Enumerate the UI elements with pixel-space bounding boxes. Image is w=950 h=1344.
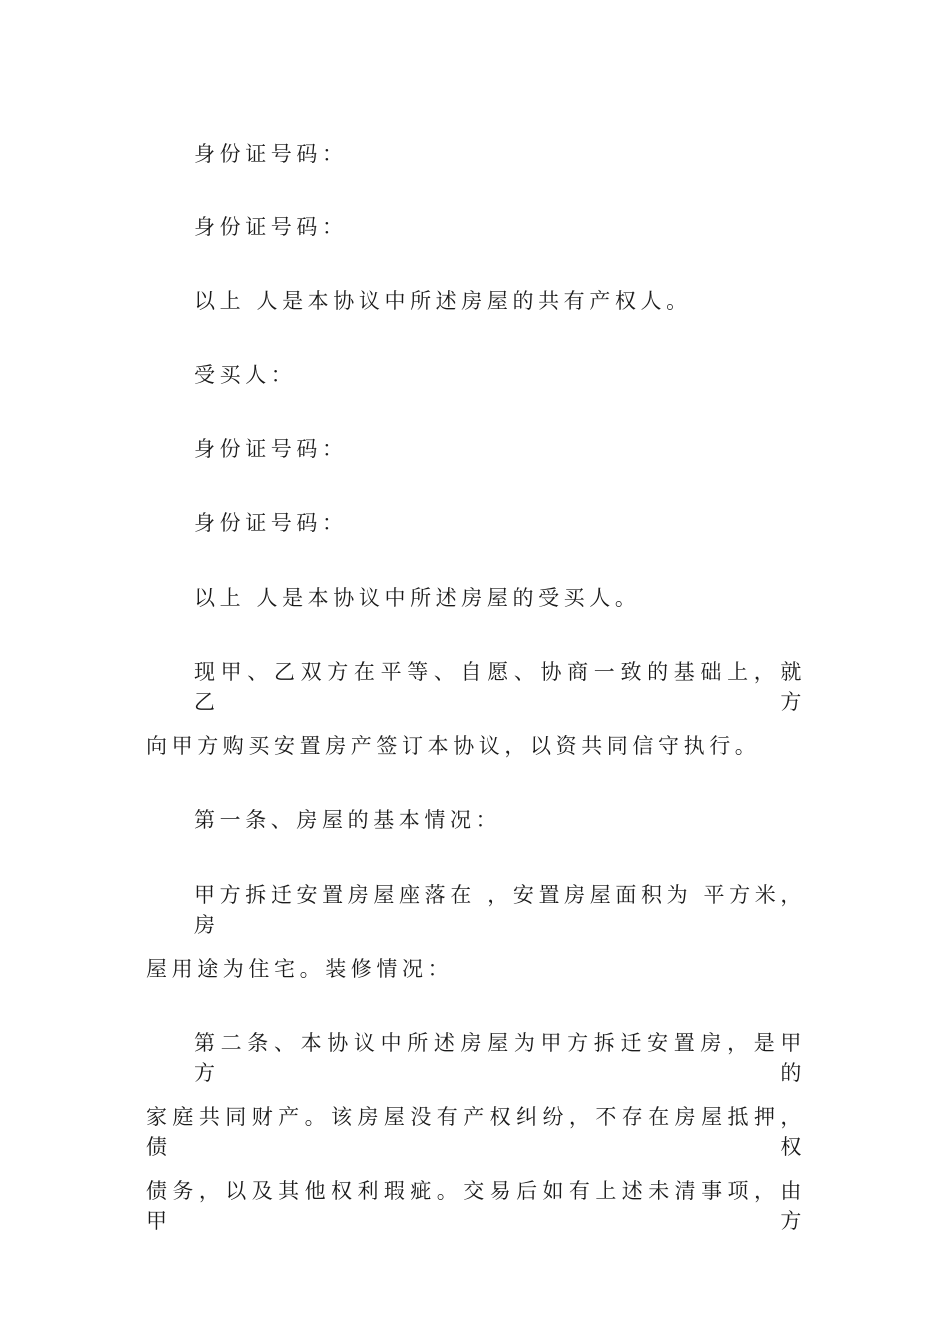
property-paragraph-line-1: 甲方拆迁安置房屋座落在 ，安置房屋面积为 平方米，房 bbox=[194, 883, 806, 937]
buyer-label: 受买人： bbox=[194, 363, 297, 387]
agreement-paragraph-line-2: 向甲方购买安置房产签订本协议，以资共同信守执行。 bbox=[146, 734, 761, 758]
article-two-line-3: 债务，以及其他权利瑕疵。交易后如有上述未清事项，由甲方 bbox=[146, 1179, 806, 1233]
article-two-line-2: 家庭共同财产。该房屋没有产权纠纷，不存在房屋抵押，债权 bbox=[146, 1105, 806, 1159]
article-two-line-1: 第二条、本协议中所述房屋为甲方拆迁安置房，是甲方的 bbox=[194, 1031, 806, 1085]
id-number-line-4: 身份证号码： bbox=[194, 511, 348, 535]
agreement-paragraph-line-1: 现甲、乙双方在平等、自愿、协商一致的基础上，就乙方 bbox=[194, 660, 806, 714]
property-paragraph-line-2: 屋用途为住宅。装修情况： bbox=[146, 957, 454, 981]
id-number-line-1: 身份证号码： bbox=[194, 142, 348, 166]
id-number-line-3: 身份证号码： bbox=[194, 437, 348, 461]
id-number-line-2: 身份证号码： bbox=[194, 215, 348, 239]
co-owner-statement: 以上 人是本协议中所述房屋的共有产权人。 bbox=[194, 289, 692, 313]
buyer-statement: 以上 人是本协议中所述房屋的受买人。 bbox=[194, 586, 641, 610]
article-one-heading: 第一条、房屋的基本情况： bbox=[194, 808, 502, 832]
